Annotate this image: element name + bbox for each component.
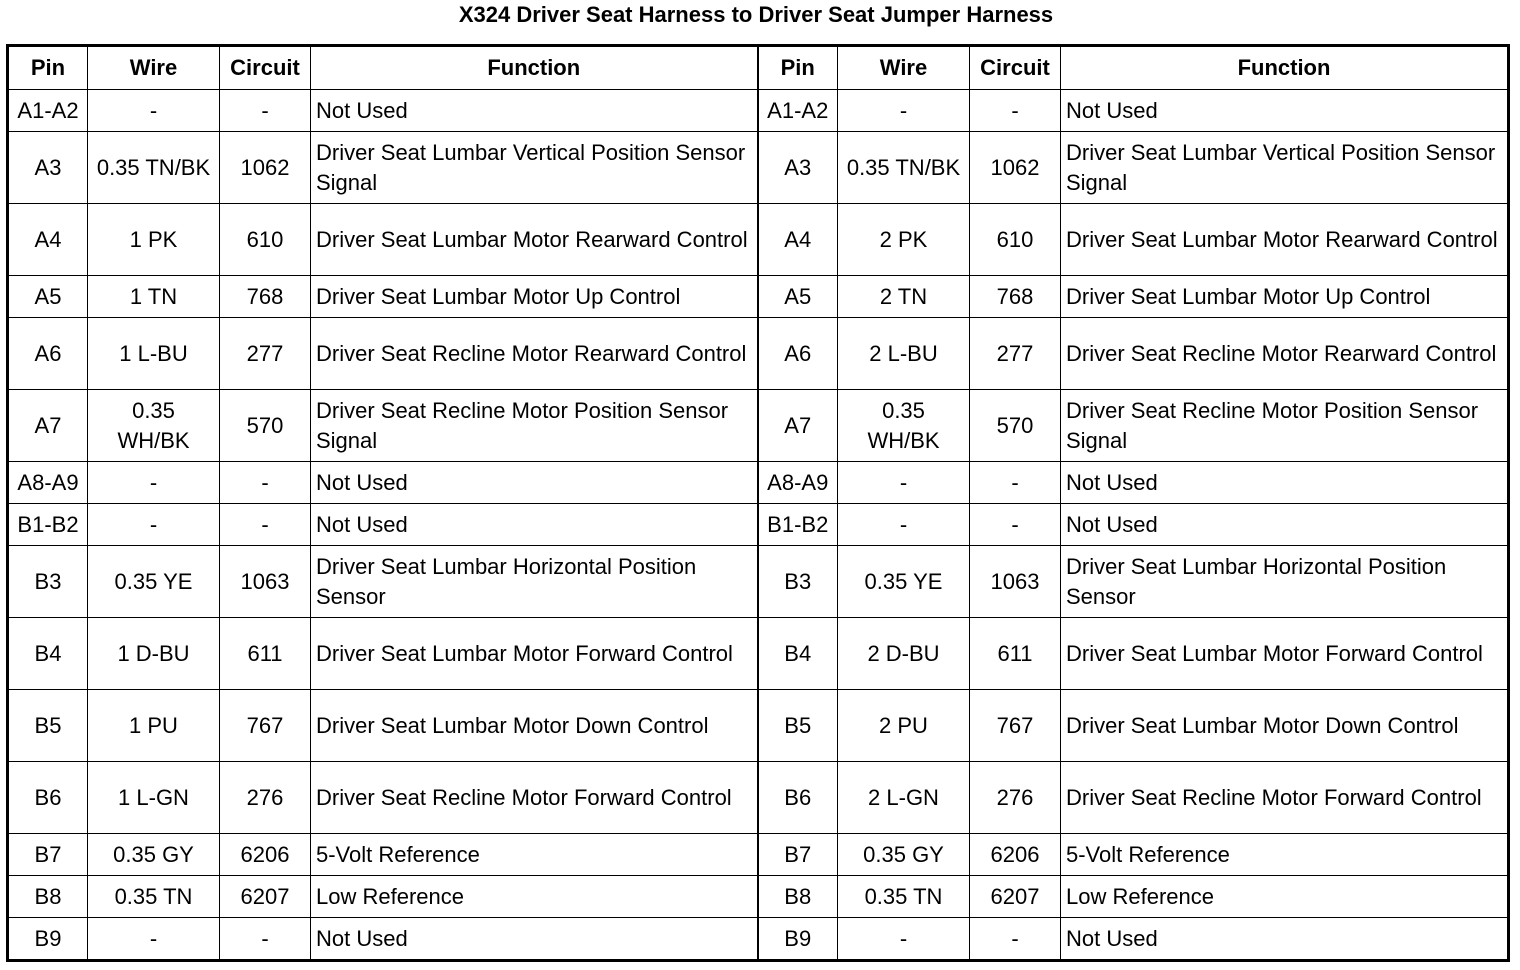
header-pin-right: Pin [758, 46, 838, 90]
table-row [8, 918, 1509, 961]
circuit-cell: - [970, 504, 1061, 546]
function-cell: Driver Seat Recline Motor Position Sensor Signal [311, 390, 758, 462]
wire-cell: 1 TN [88, 276, 220, 318]
circuit-cell: 6207 [220, 876, 311, 918]
table-row [8, 834, 1509, 876]
pin-cell: A3 [8, 132, 88, 204]
function-cell: Not Used [1061, 462, 1509, 504]
function-cell: Driver Seat Lumbar Motor Rearward Control [1061, 204, 1509, 276]
wire-cell: - [88, 90, 220, 132]
circuit-cell: 6206 [970, 834, 1061, 876]
pin-cell: B3 [758, 546, 838, 618]
wire-cell: 0.35 WH/BK [838, 390, 970, 462]
header-pin-left: Pin [8, 46, 88, 90]
function-cell: Driver Seat Recline Motor Position Sensor Signal [1061, 390, 1509, 462]
pin-cell: A6 [758, 318, 838, 390]
function-cell: Driver Seat Recline Motor Forward Control [1061, 762, 1509, 834]
pin-cell: A1-A2 [8, 90, 88, 132]
wire-cell: 1 PU [88, 690, 220, 762]
function-cell: 5-Volt Reference [311, 834, 758, 876]
function-cell: Driver Seat Lumbar Horizontal Position Sensor [1061, 546, 1509, 618]
function-cell: Not Used [311, 462, 758, 504]
wire-cell: - [838, 918, 970, 961]
circuit-cell: - [220, 462, 311, 504]
wire-cell: 2 TN [838, 276, 970, 318]
wire-cell: 1 PK [88, 204, 220, 276]
table-row [8, 462, 1509, 504]
function-cell: Driver Seat Lumbar Motor Down Control [1061, 690, 1509, 762]
function-cell: Driver Seat Lumbar Motor Forward Control [311, 618, 758, 690]
table-row [8, 204, 1509, 276]
table-row [8, 546, 1509, 618]
pin-cell: A6 [8, 318, 88, 390]
circuit-cell: 276 [970, 762, 1061, 834]
circuit-cell: - [970, 90, 1061, 132]
table-row [8, 690, 1509, 762]
wire-cell: 0.35 TN/BK [88, 132, 220, 204]
function-cell: Driver Seat Recline Motor Rearward Control [311, 318, 758, 390]
header-wire-left: Wire [88, 46, 220, 90]
circuit-cell: 610 [220, 204, 311, 276]
function-cell: Driver Seat Recline Motor Forward Control [311, 762, 758, 834]
page-title: X324 Driver Seat Harness to Driver Seat Jumper Harness [458, 2, 1054, 27]
table-row [8, 762, 1509, 834]
wire-cell: 2 L-GN [838, 762, 970, 834]
wire-cell: 0.35 GY [838, 834, 970, 876]
function-cell: Not Used [1061, 918, 1509, 961]
pin-cell: B9 [8, 918, 88, 961]
circuit-cell: 6206 [220, 834, 311, 876]
table-row [8, 90, 1509, 132]
pin-cell: B1-B2 [8, 504, 88, 546]
circuit-cell: 276 [220, 762, 311, 834]
function-cell: Not Used [1061, 504, 1509, 546]
table-row [8, 318, 1509, 390]
header-circuit-right: Circuit [970, 46, 1061, 90]
function-cell: Driver Seat Lumbar Motor Forward Control [1061, 618, 1509, 690]
circuit-cell: 1063 [970, 546, 1061, 618]
function-cell: Driver Seat Lumbar Horizontal Position Sensor [311, 546, 758, 618]
table-row [8, 504, 1509, 546]
table-header-row [8, 46, 1509, 90]
header-circuit-left: Circuit [220, 46, 311, 90]
wire-cell: 1 D-BU [88, 618, 220, 690]
pin-cell: B9 [758, 918, 838, 961]
wire-cell: - [88, 462, 220, 504]
pin-cell: A4 [758, 204, 838, 276]
function-cell: Driver Seat Lumbar Motor Up Control [1061, 276, 1509, 318]
circuit-cell: - [220, 90, 311, 132]
pin-cell: A3 [758, 132, 838, 204]
pin-cell: B8 [8, 876, 88, 918]
pin-cell: A7 [8, 390, 88, 462]
pin-cell: A7 [758, 390, 838, 462]
circuit-cell: - [970, 462, 1061, 504]
function-cell: Not Used [311, 90, 758, 132]
circuit-cell: 1062 [970, 132, 1061, 204]
pin-cell: B1-B2 [758, 504, 838, 546]
table-row [8, 276, 1509, 318]
circuit-cell: 610 [970, 204, 1061, 276]
header-wire-right: Wire [838, 46, 970, 90]
pin-cell: B5 [758, 690, 838, 762]
header-function-left: Function [311, 46, 758, 90]
wire-cell: 0.35 WH/BK [88, 390, 220, 462]
circuit-cell: 1063 [220, 546, 311, 618]
wire-cell: - [88, 918, 220, 961]
pin-cell: A4 [8, 204, 88, 276]
pin-cell: A8-A9 [758, 462, 838, 504]
table-row [8, 876, 1509, 918]
wire-cell: - [88, 504, 220, 546]
function-cell: 5-Volt Reference [1061, 834, 1509, 876]
function-cell: Not Used [311, 918, 758, 961]
function-cell: Driver Seat Lumbar Motor Down Control [311, 690, 758, 762]
circuit-cell: - [970, 918, 1061, 961]
wire-cell: 0.35 TN [838, 876, 970, 918]
pin-cell: A5 [758, 276, 838, 318]
wire-cell: 2 PK [838, 204, 970, 276]
table-row [8, 390, 1509, 462]
pin-cell: A8-A9 [8, 462, 88, 504]
circuit-cell: 1062 [220, 132, 311, 204]
function-cell: Driver Seat Lumbar Motor Up Control [311, 276, 758, 318]
circuit-cell: 570 [970, 390, 1061, 462]
circuit-cell: - [220, 918, 311, 961]
pin-cell: B3 [8, 546, 88, 618]
circuit-cell: 767 [970, 690, 1061, 762]
function-cell: Driver Seat Recline Motor Rearward Control [1061, 318, 1509, 390]
pin-cell: B5 [8, 690, 88, 762]
pin-cell: B4 [8, 618, 88, 690]
pin-cell: B6 [8, 762, 88, 834]
wire-cell: 0.35 TN/BK [838, 132, 970, 204]
circuit-cell: 277 [970, 318, 1061, 390]
wire-cell: - [838, 90, 970, 132]
header-function-right: Function [1061, 46, 1509, 90]
wire-cell: 1 L-BU [88, 318, 220, 390]
function-cell: Low Reference [311, 876, 758, 918]
circuit-cell: - [220, 504, 311, 546]
wire-cell: 0.35 TN [88, 876, 220, 918]
function-cell: Driver Seat Lumbar Motor Rearward Control [311, 204, 758, 276]
pin-cell: B8 [758, 876, 838, 918]
function-cell: Driver Seat Lumbar Vertical Position Sensor Signal [1061, 132, 1509, 204]
wire-cell: 2 PU [838, 690, 970, 762]
pin-cell: B7 [758, 834, 838, 876]
circuit-cell: 767 [220, 690, 311, 762]
pin-cell: A1-A2 [758, 90, 838, 132]
function-cell: Not Used [311, 504, 758, 546]
pin-cell: A5 [8, 276, 88, 318]
pin-cell: B4 [758, 618, 838, 690]
function-cell: Low Reference [1061, 876, 1509, 918]
wire-cell: 0.35 GY [88, 834, 220, 876]
pin-cell: B6 [758, 762, 838, 834]
wire-cell: - [838, 504, 970, 546]
wire-cell: 0.35 YE [88, 546, 220, 618]
wire-cell: 1 L-GN [88, 762, 220, 834]
circuit-cell: 6207 [970, 876, 1061, 918]
circuit-cell: 611 [970, 618, 1061, 690]
circuit-cell: 570 [220, 390, 311, 462]
wire-cell: - [838, 462, 970, 504]
function-cell: Not Used [1061, 90, 1509, 132]
table-row [8, 132, 1509, 204]
function-cell: Driver Seat Lumbar Vertical Position Sensor Signal [311, 132, 758, 204]
wire-cell: 2 L-BU [838, 318, 970, 390]
wire-cell: 0.35 YE [838, 546, 970, 618]
table-row [8, 618, 1509, 690]
circuit-cell: 768 [970, 276, 1061, 318]
pinout-table [6, 44, 1510, 962]
wire-cell: 2 D-BU [838, 618, 970, 690]
pin-cell: B7 [8, 834, 88, 876]
circuit-cell: 768 [220, 276, 311, 318]
circuit-cell: 611 [220, 618, 311, 690]
circuit-cell: 277 [220, 318, 311, 390]
